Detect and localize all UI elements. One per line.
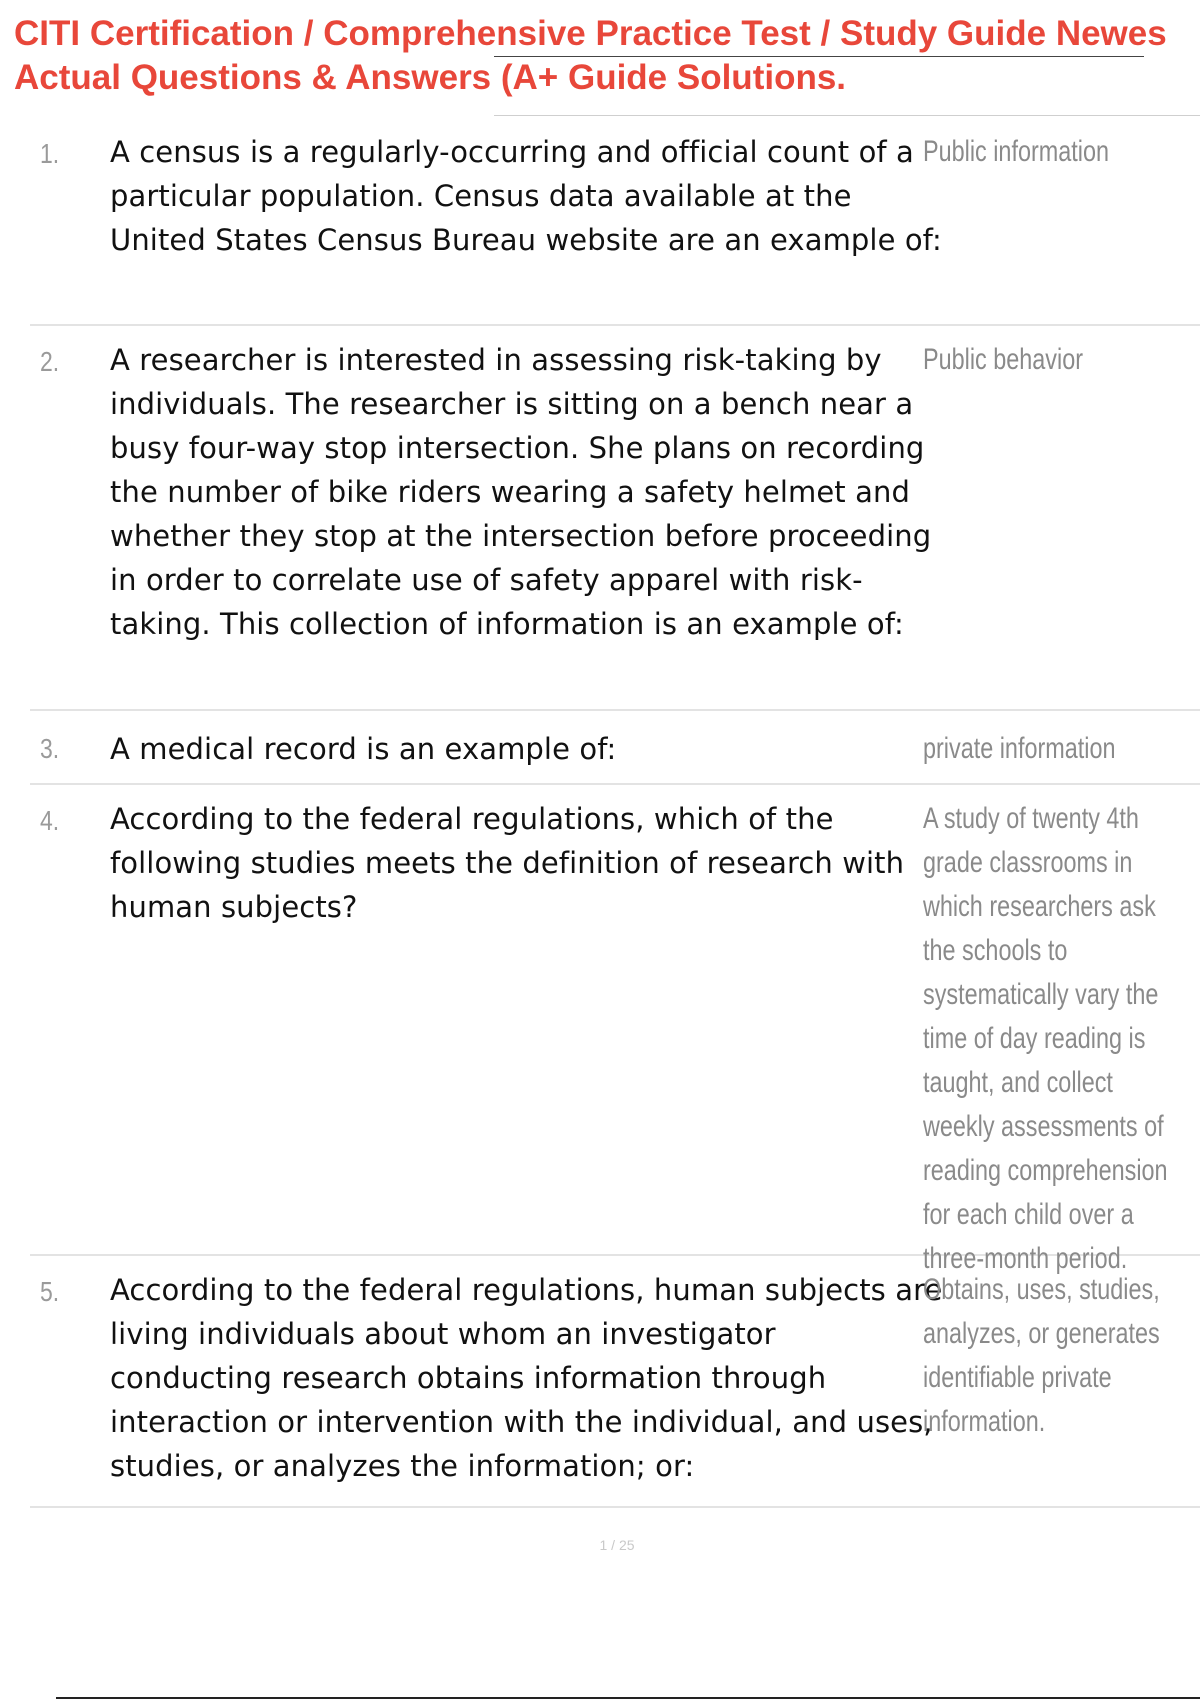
question-text: A researcher is interested in assessing risk-taking by individuals. The researcher is sitting on a bench near a busy four-way stop intersection. She plans on recording the number of bike riders wearing a safety helmet and whether they stop at the intersection before proceeding in order to correlate use of safety apparel with risk-taking. This collection of information is an example of: [110,343,932,641]
page-number: 1 / 25 [599,1537,635,1553]
question-number: 5. [40,1276,60,1307]
header-divider [494,115,1200,116]
answer-text: Public behavior [923,343,1083,376]
question-number: 1. [40,138,60,169]
table-row [30,785,1200,1275]
answer-text: Public information [923,135,1109,168]
header-underline [494,56,1144,57]
table-row [30,118,1200,326]
answer-text: private information [923,732,1116,765]
question-number: 3. [40,733,60,764]
table-row [30,711,1200,785]
question-number: 2. [40,346,60,377]
table-row [30,1256,1200,1508]
question-text: According to the federal regulations, human subjects are living individuals about whom an investigator conducting research obtains information through interaction or intervention with the individual, and uses, studies, or analyzes the information; or: [110,1273,943,1483]
answer-text: Obtains, uses, studies, analyzes, or generates identifiable private information. [923,1273,1160,1438]
qa-table [30,118,1200,1508]
question-number: 4. [40,805,60,836]
answer-text: A study of twenty 4th grade classrooms in which researchers ask the schools to systematically vary the time of day reading is taught, and collect weekly assessments of reading comprehension for each child over a three-month period. [923,802,1168,1275]
question-text: A census is a regularly-occurring and official count of a particular population. Census data available at the United States Census Bureau website are an example of: [110,135,942,257]
table-row [30,326,1200,711]
question-text: According to the federal regulations, which of the following studies meets the definition of research with human subjects? [110,802,905,924]
document-title-line-1: CITI Certification / Comprehensive Practice Test / Study Guide Newes [14,14,1167,53]
footer-rule [56,1697,1200,1699]
question-text: A medical record is an example of: [110,732,617,766]
document-title-line-2: Actual Questions & Answers (A+ Guide Solutions. [14,58,847,97]
